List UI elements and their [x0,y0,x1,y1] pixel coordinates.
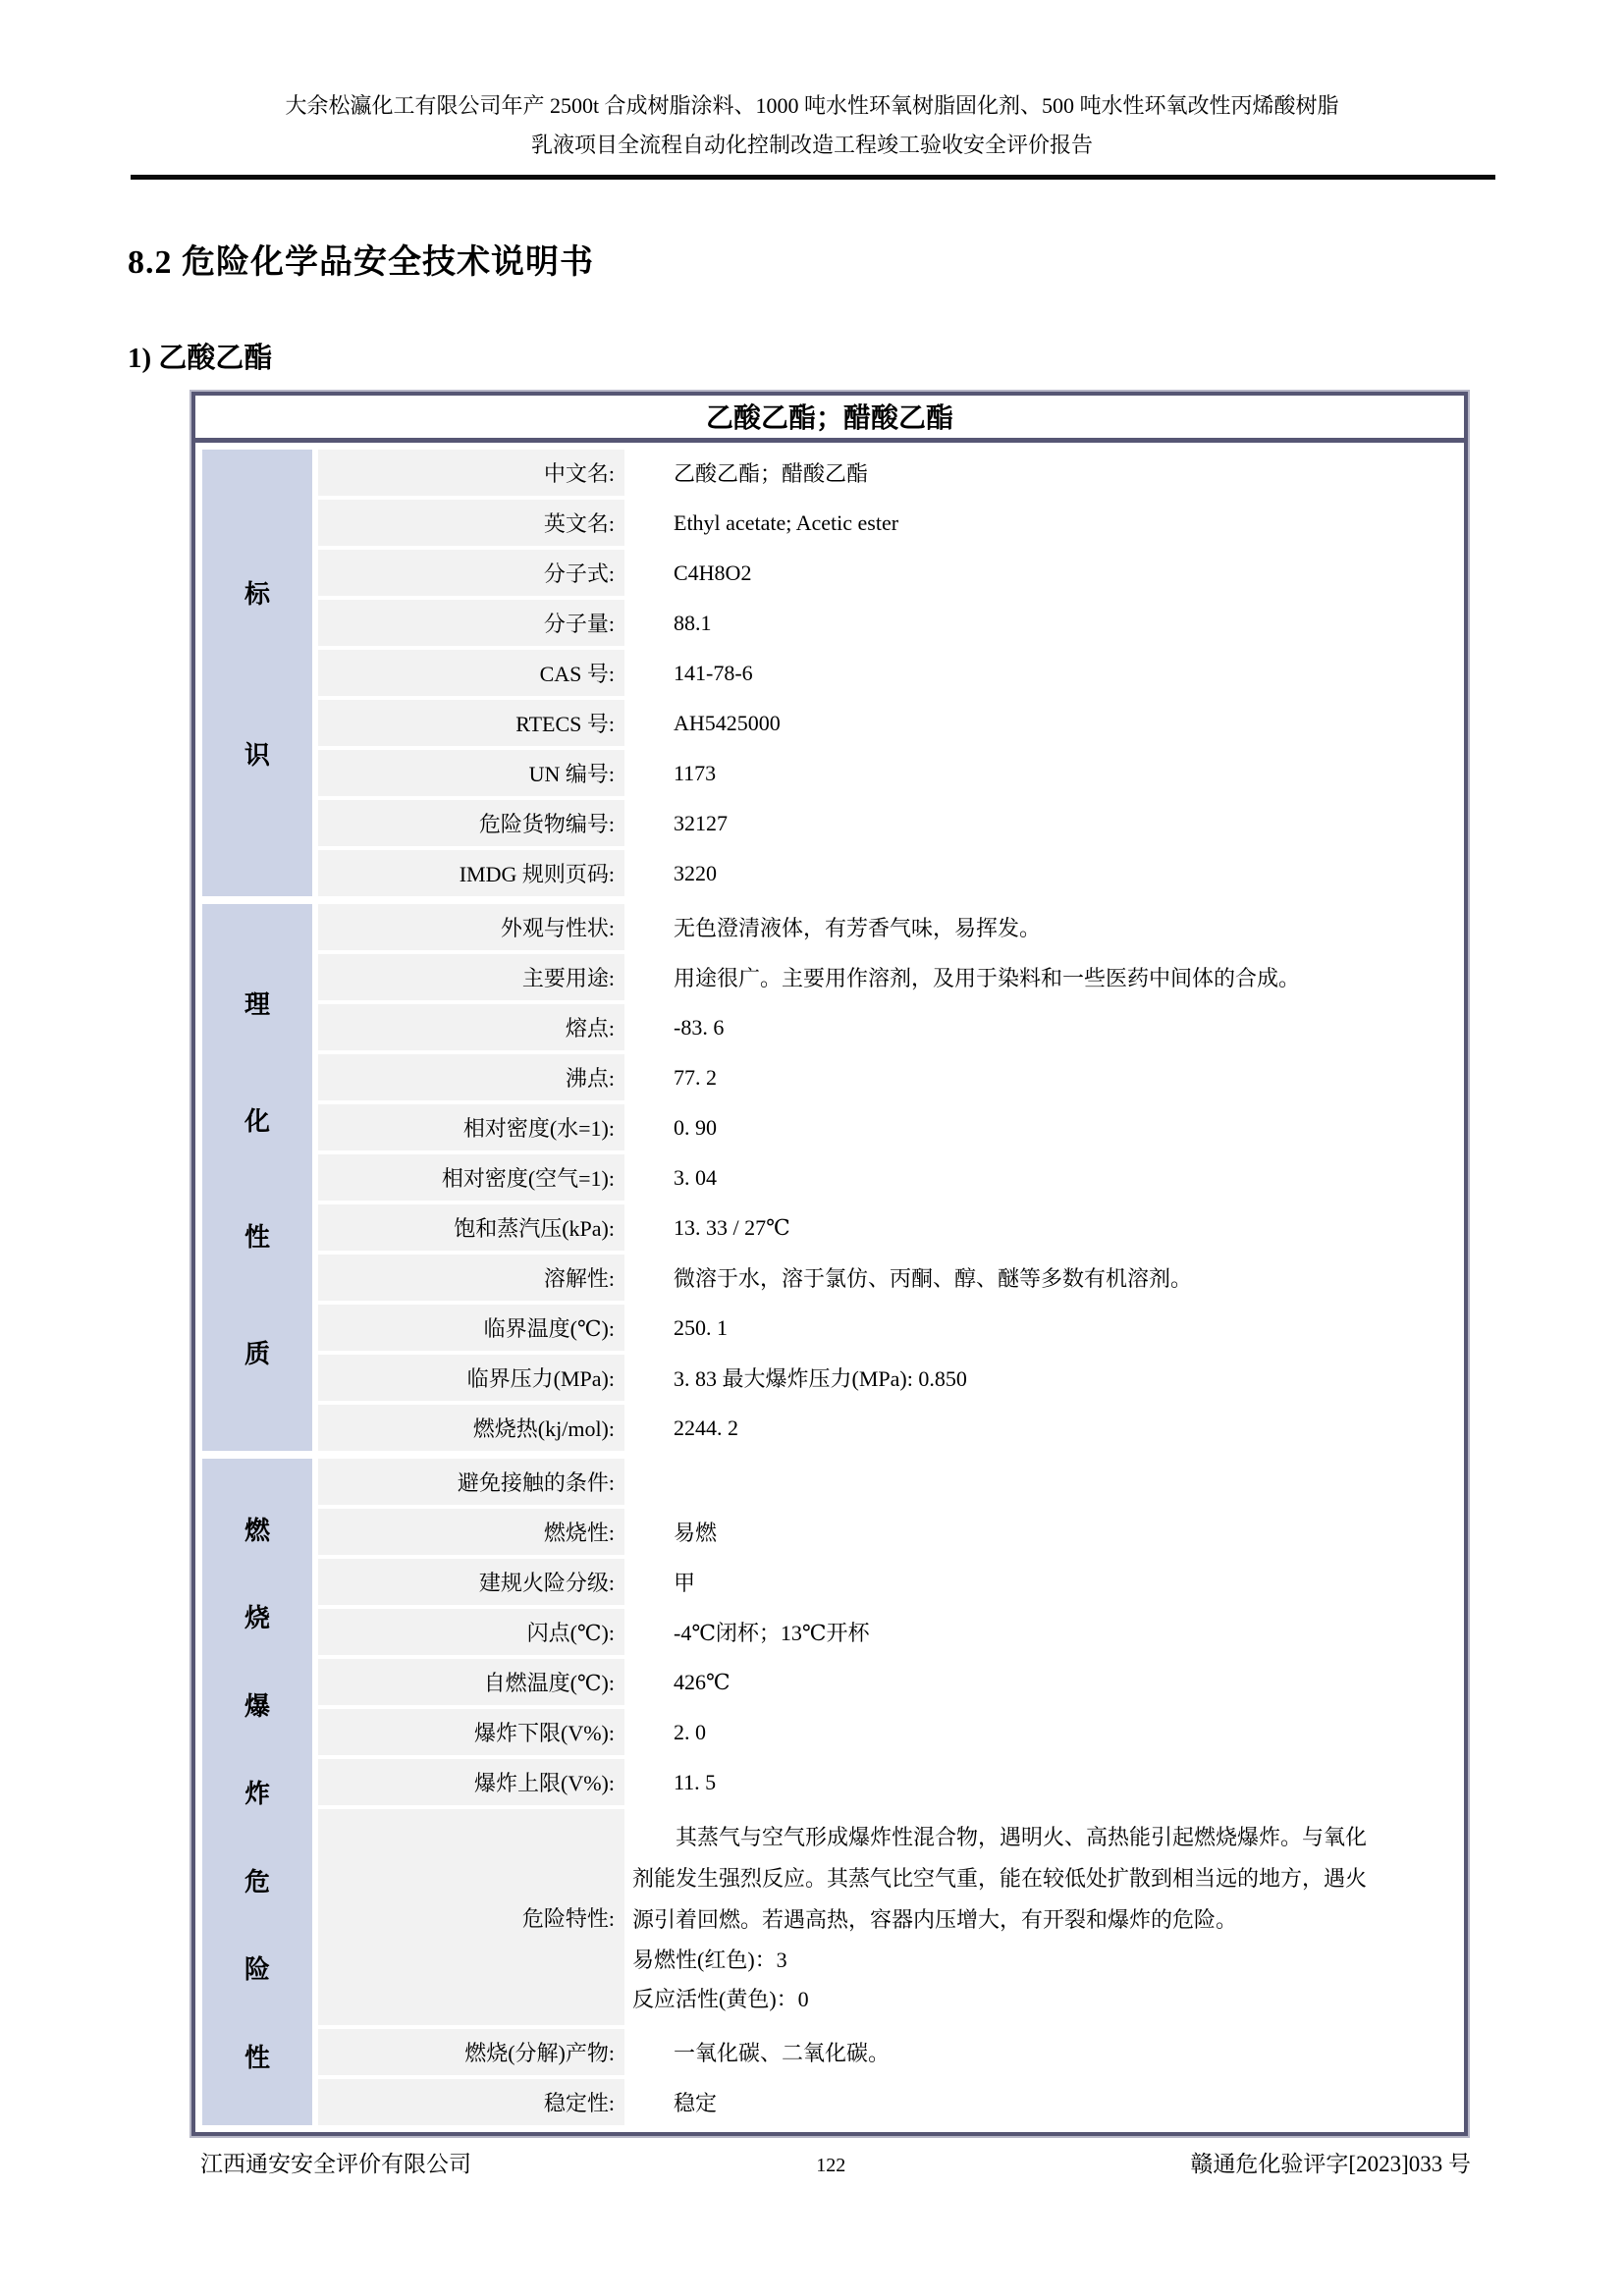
hazard-characteristics-value [624,1809,1457,2025]
page-footer [0,2146,1624,2178]
category-char: 质 [244,1340,270,1369]
field-label: 溶解性: [318,1255,624,1301]
page-number: 122 [816,2155,846,2176]
table-row [318,450,1457,496]
table-row [318,600,1457,646]
field-value: 77. 2 [674,1064,717,1090]
field-label: IMDG 规则页码: [318,850,624,896]
section-identification [202,450,1457,896]
hazard-paragraph-line: 剂能发生强烈反应。其蒸气比空气重，能在较低处扩散到相当远的地方，遇火 [632,1866,1368,1891]
table-row [318,2029,1457,2075]
table-row [318,1509,1457,1555]
field-value [624,1459,1457,1505]
table-row [318,1459,1457,1505]
field-value: 2244. 2 [674,1415,738,1440]
document-header [174,0,1450,165]
table-row [318,850,1457,896]
table-row [318,1204,1457,1251]
field-label: 闪点(℃): [318,1609,624,1655]
section-rows [318,450,1457,896]
category-char: 标 [244,580,270,609]
table-row [318,700,1457,746]
msds-table [191,392,1468,2136]
field-label: 燃烧(分解)产物: [318,2029,624,2075]
table-row [318,2079,1457,2125]
field-label: UN 编号: [318,750,624,796]
table-row [318,800,1457,846]
field-label: 英文名: [318,500,624,546]
table-row [318,650,1457,696]
field-label: 自燃温度(℃): [318,1659,624,1705]
category-char: 险 [244,1955,270,1984]
field-value: 3. 83 最大爆炸压力(MPa): 0.850 [674,1366,967,1391]
table-row [318,1759,1457,1805]
category-char: 理 [244,989,270,1019]
category-cell-fire-explosion [202,1459,312,2125]
field-value: 用途很广。主要用作溶剂，及用于染料和一些医药中间体的合成。 [674,966,1301,990]
table-row [318,1305,1457,1351]
header-divider [131,175,1495,180]
field-label: RTECS 号: [318,700,624,746]
field-value: -83. 6 [674,1014,725,1040]
table-row [318,1609,1457,1655]
field-label: 外观与性状: [318,904,624,950]
table-row [318,1004,1457,1050]
footer-document-number: 赣通危化验评字[2023]033 号 [1190,2152,1471,2176]
category-char: 性 [244,1223,270,1253]
footer-company: 江西通安安全评价有限公司 [200,2152,471,2176]
field-value: 3220 [674,860,717,885]
field-value: C4H8O2 [674,560,752,585]
field-value: 88.1 [674,610,712,635]
section-physical-chemical [202,904,1457,1451]
category-char: 性 [244,2043,270,2072]
field-label: 建规火险分级: [318,1559,624,1605]
field-label: 分子量: [318,600,624,646]
table-row [318,1054,1457,1100]
category-char: 爆 [244,1691,270,1721]
hazard-paragraph-line: 其蒸气与空气形成爆炸性混合物，遇明火、高热能引起燃烧爆炸。与氧化 [676,1825,1368,1849]
field-label: CAS 号: [318,650,624,696]
table-row [318,954,1457,1000]
table-row-hazard-characteristics [318,1809,1457,2025]
section-fire-explosion-hazard [202,1459,1457,2125]
table-row [318,1659,1457,1705]
field-value: 250. 1 [674,1314,728,1340]
field-label: 燃烧热(kj/mol): [318,1405,624,1451]
category-cell-identification [202,450,312,896]
field-value: 甲 [674,1571,696,1595]
field-value: 2. 0 [674,1719,706,1744]
field-label: 危险特性: [318,1809,624,2025]
field-value: 无色澄清液体，有芳香气味，易挥发。 [674,916,1042,940]
category-char: 识 [244,741,270,770]
table-row [318,1405,1457,1451]
field-value: 1173 [674,760,717,785]
table-row [318,1709,1457,1755]
table-row [318,1104,1457,1150]
field-value: 11. 5 [674,1769,717,1794]
document-header-line2: 乳液项目全流程自动化控制改造工程竣工验收安全评价报告 [530,133,1093,157]
field-label: 饱和蒸汽压(kPa): [318,1204,624,1251]
field-value: 易燃 [674,1521,718,1545]
table-row [318,904,1457,950]
table-row [318,1154,1457,1201]
category-cell-physical-chemical [202,904,312,1451]
table-row [318,550,1457,596]
field-label: 爆炸上限(V%): [318,1759,624,1805]
field-label: 沸点: [318,1054,624,1100]
table-row [318,500,1457,546]
field-value: 32127 [674,810,728,835]
field-value: 426℃ [674,1669,731,1694]
table-title: 乙酸乙酯；醋酸乙酯 [195,396,1464,443]
field-value: -4℃闭杯；13℃开杯 [674,1621,870,1645]
table-row [318,1355,1457,1401]
field-value: 141-78-6 [674,660,753,685]
field-label: 相对密度(空气=1): [318,1154,624,1201]
category-char: 化 [244,1106,270,1136]
hazard-paragraph [632,1817,1451,1941]
section-rows [318,904,1457,1451]
section-rows [318,1459,1457,2125]
field-value: 13. 33 / 27℃ [674,1214,790,1240]
field-label: 稳定性: [318,2079,624,2125]
field-value: 一氧化碳、二氧化碳。 [674,2041,891,2065]
category-char: 炸 [244,1780,270,1808]
table-row [318,1255,1457,1301]
field-label: 爆炸下限(V%): [318,1709,624,1755]
table-row [318,750,1457,796]
field-label: 燃烧性: [318,1509,624,1555]
field-label: 分子式: [318,550,624,596]
category-char: 烧 [244,1604,270,1632]
chemical-sub-heading: 1) 乙酸乙酯 [128,343,273,374]
field-value: Ethyl acetate; Acetic ester [674,509,899,535]
field-label: 中文名: [318,450,624,496]
category-char: 燃 [244,1516,270,1545]
field-value: 稳定 [674,2091,718,2115]
field-label: 熔点: [318,1004,624,1050]
field-value: 3. 04 [674,1164,717,1190]
table-body [195,443,1464,2132]
field-label: 临界压力(MPa): [318,1355,624,1401]
field-label: 避免接触的条件: [318,1459,624,1505]
field-value: 乙酸乙酯；醋酸乙酯 [674,461,869,486]
flammability-rating: 易燃性(红色)：3 [632,1948,787,1972]
field-label: 相对密度(水=1): [318,1104,624,1150]
field-label: 危险货物编号: [318,800,624,846]
category-char: 危 [244,1867,270,1896]
field-value: 微溶于水，溶于氯仿、丙酮、醇、醚等多数有机溶剂。 [674,1266,1193,1291]
section-heading: 8.2 危险化学品安全技术说明书 [128,244,594,281]
field-value: 0. 90 [674,1114,717,1140]
field-label: 临界温度(℃): [318,1305,624,1351]
table-row [318,1559,1457,1605]
field-value: AH5425000 [674,710,781,735]
hazard-paragraph-line: 源引着回燃。若遇高热，容器内压增大，有开裂和爆炸的危险。 [632,1907,1238,1932]
field-label: 主要用途: [318,954,624,1000]
document-header-line1: 大余松瀛化工有限公司年产 2500t 合成树脂涂料、1000 吨水性环氧树脂固化剂、500 吨水性环氧改性丙烯酸树脂 [285,93,1339,118]
reactivity-rating: 反应活性(黄色)：0 [632,1987,809,2011]
